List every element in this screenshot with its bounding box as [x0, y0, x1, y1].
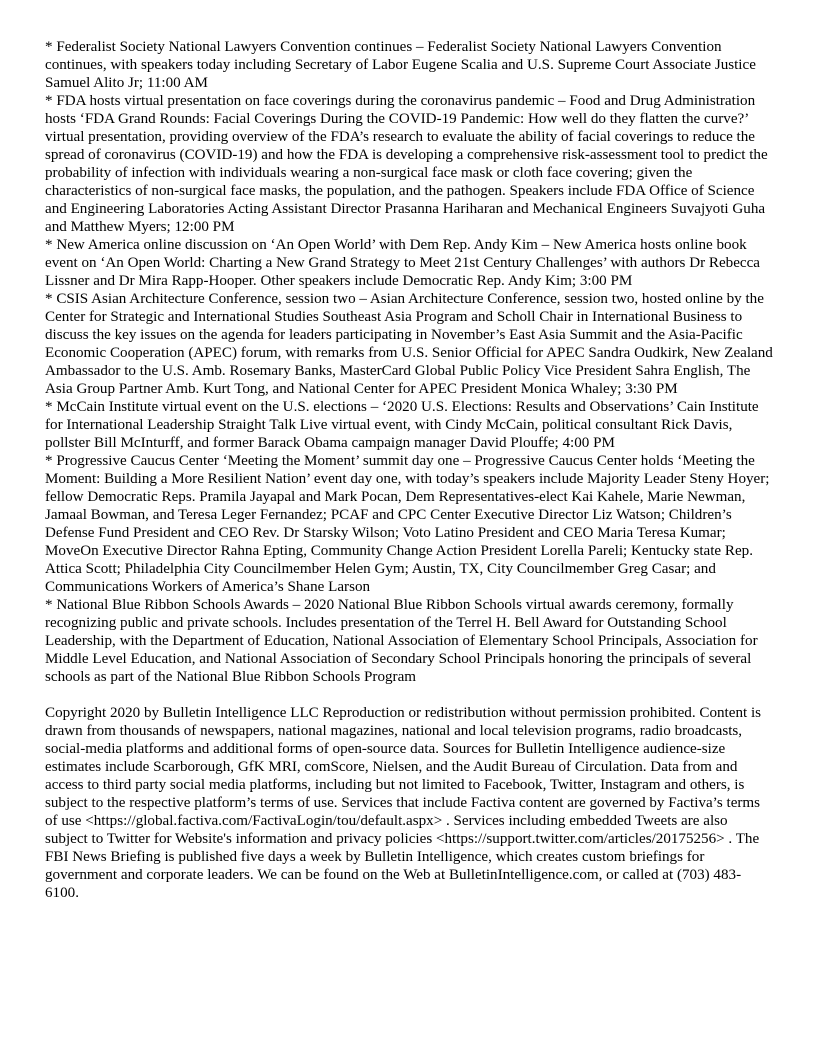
event-item-new-america: * New America online discussion on ‘An Open World’ with Dem Rep. Andy Kim – New America hosts online book event on ‘An Open World: Charting a New Grand Strategy to Meet 21st Century Challenges’ with authors Dr Rebecca Lissner and Dr Mira Rapp-Hooper. Other speakers include Democratic Rep. Andy Kim; 3:00 PM — [45, 237, 760, 289]
event-item-blue-ribbon-schools: * National Blue Ribbon Schools Awards – 2020 National Blue Ribbon Schools virtual awards ceremony, formally recognizing public and private schools. Includes presentation of the Terrel H. Bell Award for Outstanding School Leadership, with the Department of Education, National Association of Elementary School Principals, Association for Middle Level Education, and National Association of Secondary School Principals honoring the principals of several schools as part of the National Blue Ribbon Schools Program — [45, 597, 758, 685]
copyright-notice: Copyright 2020 by Bulletin Intelligence LLC Reproduction or redistribution without permission prohibited. Content is drawn from thousands of newspapers, national magazines, national and local television programs, radio broadcasts, social-media platforms and additional forms of open-source data. Sources for Bulletin Intelligence audience-size estimates include Scarborough, GfK MRI, comScore, Nielsen, and the Audit Bureau of Circulation. Data from and access to third party social media platforms, including but not limited to Facebook, Twitter, Instagram and others, is subject to the respective platform’s terms of use. Services that include Factiva content are governed by Factiva’s terms of use <https://global.factiva.com/FactivaLogin/tou/default.aspx> . Services including embedded Tweets are also subject to Twitter for Website's information and privacy policies <https://support.twitter.com/articles/20175256> . The FBI News Briefing is published five days a week by Bulletin Intelligence, which creates custom briefings for government and corporate leaders. We can be found on the Web at BulletinIntelligence.com, or called at (703) 483-6100. — [45, 705, 762, 901]
event-list — [45, 38, 773, 686]
event-item-mccain-institute: * McCain Institute virtual event on the U.S. elections – ‘2020 U.S. Elections: Results and Observations’ Cain Institute for International Leadership Straight Talk Live virtual event, with Cindy McCain, political consultant Rick Davis, pollster Bill McInturff, and former Barack Obama campaign manager David Plouffe; 4:00 PM — [45, 399, 759, 451]
event-item-federalist-society: * Federalist Society National Lawyers Convention continues – Federalist Society National Lawyers Convention continues, with speakers today including Secretary of Labor Eugene Scalia and U.S. Supreme Court Associate Justice Samuel Alito Jr; 11:00 AM — [45, 39, 756, 91]
event-item-fda-face-coverings: * FDA hosts virtual presentation on face coverings during the coronavirus pandemic – Food and Drug Administration hosts ‘FDA Grand Rounds: Facial Coverings During the COVID-19 Pandemic: How well do they flatten the curve?’ virtual presentation, providing overview of the FDA’s research to evaluate the ability of facial coverings to reduce the spread of coronavirus (COVID-19) and how the FDA is developing a comprehensive risk-assessment tool to predict the probability of infection with individuals wearing a non-surgical face mask or cloth face covering; given the characteristics of non-surgical face masks, the population, and the pathogen. Speakers include FDA Office of Science and Engineering Laboratories Acting Assistant Director Prasanna Hariharan and Mechanical Engineers Suvajyoti Guha and Matthew Myers; 12:00 PM — [45, 93, 768, 235]
event-item-progressive-caucus: * Progressive Caucus Center ‘Meeting the Moment’ summit day one – Progressive Caucus Center holds ‘Meeting the Moment: Building a More Resilient Nation’ event day one, with today’s speakers include Majority Leader Steny Hoyer; fellow Democratic Reps. Pramila Jayapal and Mark Pocan, Dem Representatives-elect Kai Kahele, Marie Newman, Jamaal Bowman, and Teresa Leger Fernandez; PCAF and CPC Center Executive Director Liz Watson; Children’s Defense Fund President and CEO Rev. Dr Starsky Wilson; Voto Latino President and CEO Maria Teresa Kumar; MoveOn Executive Director Rahna Epting, Community Change Action President Lorella Pareli; Kentucky state Rep. Attica Scott; Philadelphia City Councilmember Helen Gym; Austin, TX, City Councilmember Greg Casar; and Communications Workers of America’s Shane Larson — [45, 453, 770, 595]
event-item-csis-asian-architecture: * CSIS Asian Architecture Conference, session two – Asian Architecture Conference, session two, hosted online by the Center for Strategic and International Studies Southeast Asia Program and Scholl Chair in International Business to discuss the key issues on the agenda for leaders participating in November’s East Asia Summit and the Asia-Pacific Economic Cooperation (APEC) forum, with remarks from U.S. Senior Official for APEC Sandra Oudkirk, New Zealand Ambassador to the U.S. Amb. Rosemary Banks, MasterCard Global Public Policy Vice President Sahra English, The Asia Group Partner Amb. Kurt Tong, and National Center for APEC President Monica Whaley; 3:30 PM — [45, 291, 773, 397]
document-page — [45, 38, 773, 902]
